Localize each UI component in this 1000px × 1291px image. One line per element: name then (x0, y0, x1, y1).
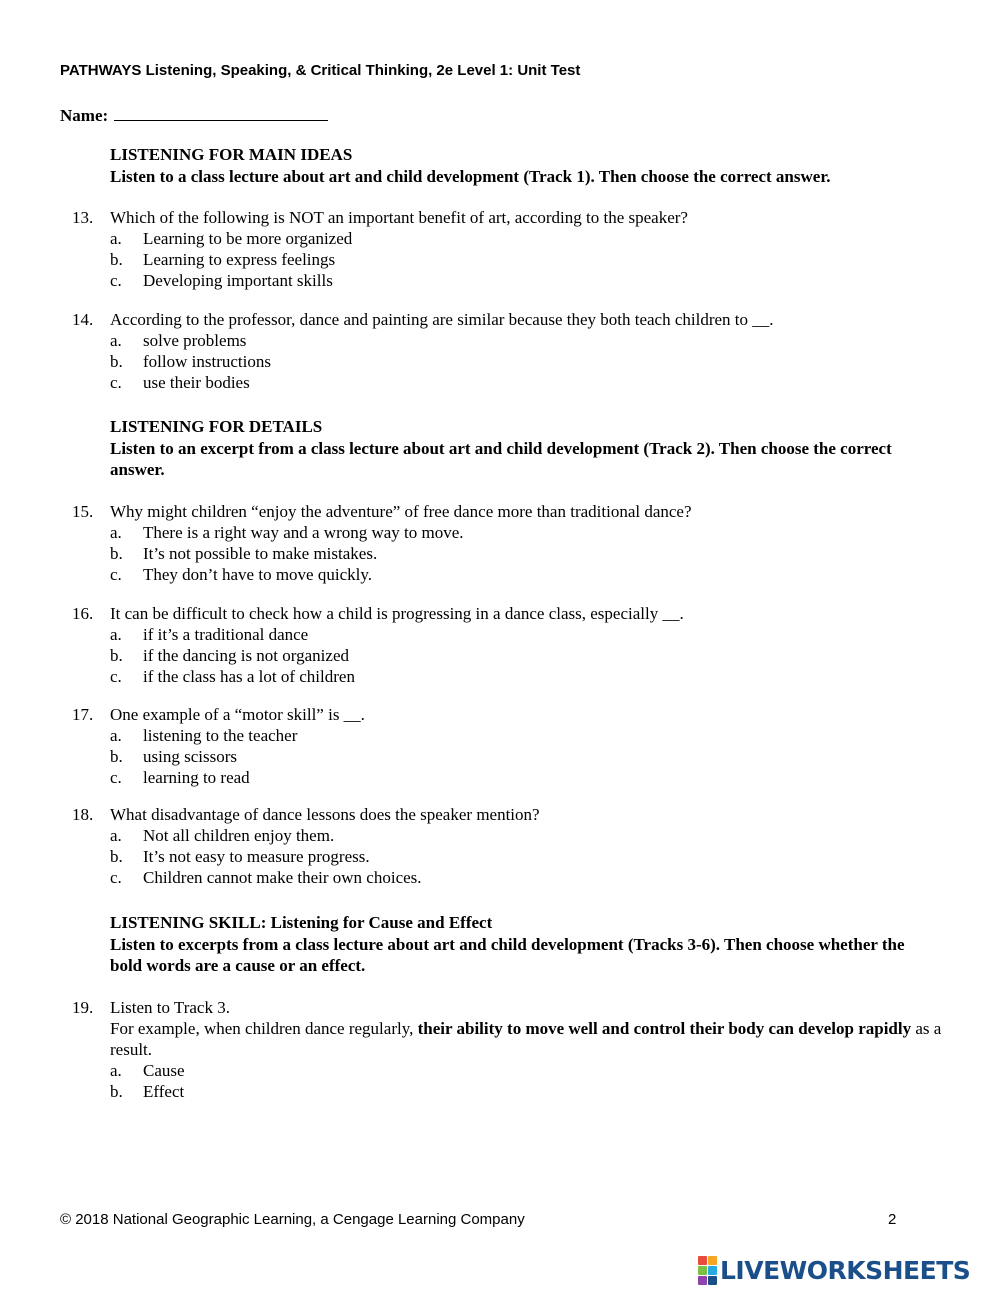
name-field-line[interactable] (114, 104, 328, 121)
option-letter: a. (110, 625, 122, 644)
question-number: 19. (72, 998, 94, 1017)
option-letter: c. (110, 271, 122, 290)
logo-tile (708, 1276, 717, 1285)
answer-option[interactable] (110, 725, 942, 746)
logo-tile (698, 1266, 707, 1275)
option-letter: a. (110, 523, 122, 542)
option-letter: c. (110, 667, 122, 686)
question-14 (72, 309, 942, 393)
logo-tile (708, 1256, 717, 1265)
option-text: learning to read (143, 768, 250, 787)
option-text: Not all children enjoy them. (143, 826, 335, 845)
section-instruction-cause-effect: Listen to excerpts from a class lecture about art and child development (Tracks 3-6). Then choose whether the bold words are a cause or an effect. (110, 935, 905, 975)
question-18 (72, 804, 942, 888)
option-text: Learning to express feelings (143, 250, 336, 269)
question-stem: According to the professor, dance and painting are similar because they both teach children to __. (110, 310, 774, 329)
option-letter: c. (110, 565, 122, 584)
question-number: 17. (72, 705, 94, 724)
answer-option[interactable] (110, 372, 942, 393)
answer-option[interactable] (110, 543, 942, 564)
section-title-details: LISTENING FOR DETAILS (110, 417, 323, 436)
option-text: Cause (143, 1061, 185, 1080)
page-number: 2 (888, 1211, 897, 1228)
answer-option[interactable] (110, 825, 942, 846)
section-instruction-main-ideas: Listen to a class lecture about art and child development (Track 1). Then choose the correct answer. (110, 167, 831, 186)
option-letter: c. (110, 768, 122, 787)
question-number: 18. (72, 805, 94, 824)
example-sentence (110, 1018, 942, 1060)
option-text: Learning to be more organized (143, 229, 353, 248)
option-text: if it’s a traditional dance (143, 625, 309, 644)
option-letter: b. (110, 352, 123, 371)
option-text: using scissors (143, 747, 237, 766)
answer-option[interactable] (110, 624, 942, 645)
option-letter: b. (110, 847, 123, 866)
option-text: It’s not easy to measure progress. (143, 847, 370, 866)
question-stem: Why might children “enjoy the adventure” of free dance more than traditional dance? (110, 502, 692, 521)
answer-option[interactable] (110, 846, 942, 867)
option-letter: b. (110, 747, 123, 766)
example-suffix: as a result. (110, 1019, 942, 1059)
option-text: solve problems (143, 331, 247, 350)
example-bold: their ability to move well and control their body can develop rapidly (417, 1019, 912, 1038)
option-text: There is a right way and a wrong way to move. (143, 523, 464, 542)
answer-option[interactable] (110, 645, 942, 666)
logo-tile (698, 1256, 707, 1265)
question-16 (72, 603, 942, 687)
option-letter: c. (110, 373, 122, 392)
question-stem: Listen to Track 3. (110, 998, 230, 1017)
option-letter: b. (110, 646, 123, 665)
option-letter: b. (110, 250, 123, 269)
answer-option[interactable] (110, 522, 942, 543)
document-header: PATHWAYS Listening, Speaking, & Critical Thinking, 2e Level 1: Unit Test (60, 62, 581, 79)
section-instruction-details: Listen to an excerpt from a class lecture about art and child development (Track 2). Then choose the correct answer. (110, 439, 892, 479)
option-letter: a. (110, 1061, 122, 1080)
question-15 (72, 501, 942, 585)
answer-option[interactable] (110, 746, 942, 767)
question-stem: What disadvantage of dance lessons does the speaker mention? (110, 805, 540, 824)
question-number: 13. (72, 208, 94, 227)
answer-option[interactable] (110, 666, 942, 687)
option-text: if the dancing is not organized (143, 646, 349, 665)
option-letter: b. (110, 1082, 123, 1101)
name-label: Name: (60, 106, 109, 125)
option-text: if the class has a lot of children (143, 667, 355, 686)
question-stem: Which of the following is NOT an important benefit of art, according to the speaker? (110, 208, 688, 227)
option-text: They don’t have to move quickly. (143, 565, 372, 584)
answer-option[interactable] (110, 1081, 942, 1102)
section-title-cause-effect: LISTENING SKILL: Listening for Cause and Effect (110, 913, 493, 932)
option-letter: c. (110, 868, 122, 887)
option-letter: b. (110, 544, 123, 563)
question-number: 16. (72, 604, 94, 623)
liveworksheets-logo[interactable] (698, 1256, 970, 1284)
answer-option[interactable] (110, 564, 942, 585)
question-stem: It can be difficult to check how a child is progressing in a dance class, especially __. (110, 604, 684, 623)
answer-option[interactable] (110, 351, 942, 372)
copyright-footer: © 2018 National Geographic Learning, a Cengage Learning Company (60, 1211, 525, 1228)
answer-option[interactable] (110, 270, 942, 291)
logo-tile (708, 1266, 717, 1275)
question-number: 14. (72, 310, 94, 329)
example-prefix: For example, when children dance regularly, (110, 1019, 418, 1038)
answer-option[interactable] (110, 330, 942, 351)
option-text: listening to the teacher (143, 726, 298, 745)
option-letter: a. (110, 826, 122, 845)
answer-option[interactable] (110, 867, 942, 888)
section-title-main-ideas: LISTENING FOR MAIN IDEAS (110, 145, 353, 164)
option-text: Children cannot make their own choices. (143, 868, 422, 887)
option-text: Developing important skills (143, 271, 333, 290)
option-letter: a. (110, 229, 122, 248)
option-letter: a. (110, 331, 122, 350)
answer-option[interactable] (110, 228, 942, 249)
answer-option[interactable] (110, 1060, 942, 1081)
answer-option[interactable] (110, 767, 942, 788)
question-number: 15. (72, 502, 94, 521)
logo-mark-icon (698, 1256, 717, 1285)
question-13 (72, 207, 942, 291)
option-text: use their bodies (143, 373, 250, 392)
question-19 (72, 997, 942, 1102)
answer-option[interactable] (110, 249, 942, 270)
option-text: follow instructions (143, 352, 271, 371)
logo-tile (698, 1276, 707, 1285)
logo-text: LIVEWORKSHEETS (720, 1255, 971, 1285)
question-17 (72, 704, 942, 788)
option-text: It’s not possible to make mistakes. (143, 544, 378, 563)
option-letter: a. (110, 726, 122, 745)
name-row (60, 104, 328, 126)
option-text: Effect (143, 1082, 185, 1101)
question-stem: One example of a “motor skill” is __. (110, 705, 365, 724)
